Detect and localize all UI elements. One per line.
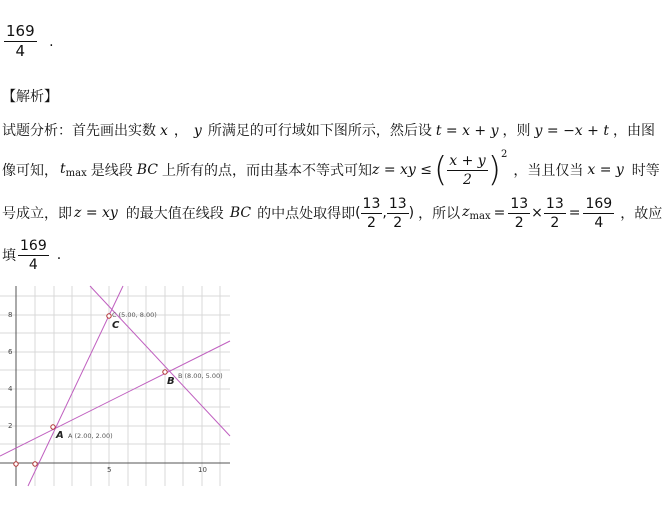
line2-text-b: 是线段 — [90, 163, 133, 179]
final-denominator: 4 — [28, 256, 38, 273]
y-tick-6: 6 — [8, 348, 13, 356]
midpoint-x-fraction — [361, 197, 383, 230]
zmax-sub: max — [469, 211, 491, 222]
line1-text-b: 所满足的可行域如下图所示，然后设 — [207, 123, 432, 139]
answer-display — [4, 24, 54, 59]
explanation-line-1 — [2, 120, 655, 140]
explanation-line-3 — [2, 192, 662, 234]
answer-period: . — [49, 33, 54, 50]
x-tick-labels — [107, 466, 207, 474]
zmax-z: z — [462, 204, 470, 220]
fraction-13-2-a — [508, 197, 530, 230]
line3-text-c: 的中点处取得即 — [257, 206, 356, 222]
fraction-a-num: 13 — [510, 195, 529, 212]
inequality-exponent: 2 — [500, 149, 508, 160]
midpoint-close: ) — [408, 205, 415, 221]
feasible-region-graph — [0, 286, 232, 486]
line2-text-e: 时等 — [631, 163, 660, 179]
condition-x-eq-y: x = y — [587, 162, 624, 178]
equation-y: y = −x + t — [534, 123, 609, 139]
var-y: y — [193, 123, 202, 139]
fraction-169-4 — [583, 197, 614, 230]
eq-sign-1: = — [493, 205, 506, 221]
line1-text-d: ，由图 — [612, 123, 655, 139]
point-origin — [14, 462, 18, 466]
explanation-line-4 — [2, 234, 61, 276]
line3-text-b: 的最大值在线段 — [125, 206, 224, 222]
answer-fraction — [4, 24, 37, 59]
fraction-b-num: 13 — [545, 195, 564, 212]
line1-text-a: 试题分析：首先画出实数 — [2, 123, 156, 139]
coord-C: C (5.00, 8.00) — [112, 311, 157, 319]
coord-A: A (2.00, 2.00) — [68, 432, 113, 440]
line4-period: . — [56, 247, 62, 263]
equation-z: z = xy — [74, 205, 118, 221]
label-A: A — [56, 430, 64, 441]
point-B — [163, 370, 167, 374]
midpoint-open: ( — [355, 205, 361, 221]
inequality-denominator: 2 — [463, 171, 472, 188]
y-tick-8: 8 — [8, 311, 13, 319]
line4-text-a: 填 — [2, 248, 16, 264]
point-A — [51, 425, 55, 429]
line2-text-c: 上所有的点，而由基本不等式可知 — [162, 163, 372, 179]
fraction-c-num: 169 — [585, 195, 613, 212]
fraction-c-den: 4 — [594, 214, 604, 231]
tmax-t: t — [60, 161, 66, 177]
fraction-a-den: 2 — [514, 214, 524, 231]
answer-denominator: 4 — [15, 42, 26, 60]
line1-text-c: ，则 — [502, 123, 531, 139]
explanation-line-2 — [2, 147, 660, 193]
section-header: 【解析】 — [2, 89, 58, 105]
midpoint-comma: , — [382, 205, 387, 221]
label-B: B — [167, 376, 175, 387]
inequality-fraction — [447, 154, 487, 187]
label-C: C — [112, 320, 120, 331]
midpoint-y-fraction — [387, 197, 409, 230]
midpoint-y-den: 2 — [393, 214, 403, 231]
line3-text-d: ，所以 — [418, 206, 461, 222]
line2-text-d: ，当且仅当 — [513, 163, 584, 179]
coord-B: B (8.00, 5.00) — [178, 372, 223, 380]
segment-bc: BC — [136, 162, 158, 178]
tmax-sub: max — [65, 168, 87, 179]
midpoint-x-den: 2 — [367, 214, 376, 231]
x-tick-10: 10 — [198, 466, 207, 474]
y-tick-4: 4 — [8, 385, 13, 393]
equation-t: t = x + y — [435, 123, 499, 139]
x-tick-5: 5 — [107, 466, 112, 474]
fraction-13-2-b — [544, 197, 566, 230]
var-x: x — [160, 123, 168, 139]
zmax — [462, 204, 490, 222]
line3-text-a: 号成立，即 — [2, 206, 72, 222]
paren-open: ( — [434, 150, 448, 190]
line1-sep: ， — [173, 123, 188, 139]
fraction-b-den: 2 — [550, 214, 560, 231]
eq-sign-2: = — [568, 205, 581, 221]
inequality-numerator: x + y — [449, 152, 486, 169]
point-x-intercept — [33, 462, 37, 466]
y-tick-2: 2 — [8, 422, 13, 430]
midpoint-y-num: 13 — [388, 195, 407, 212]
final-numerator: 169 — [20, 237, 47, 254]
point-C — [107, 314, 111, 318]
segment-bc-2: BC — [229, 205, 252, 221]
final-fraction — [18, 239, 49, 272]
line-through-C-B — [90, 286, 230, 436]
line2-text-a: 像可知， — [2, 163, 58, 179]
inequality-left: z = xy ≤ — [372, 162, 432, 178]
answer-numerator: 169 — [6, 22, 35, 40]
times-sign: × — [531, 205, 543, 221]
tmax — [60, 161, 87, 179]
paren-close: ) — [487, 150, 501, 190]
midpoint-x-num: 13 — [362, 195, 381, 212]
line3-text-e: ，故应 — [620, 206, 662, 222]
